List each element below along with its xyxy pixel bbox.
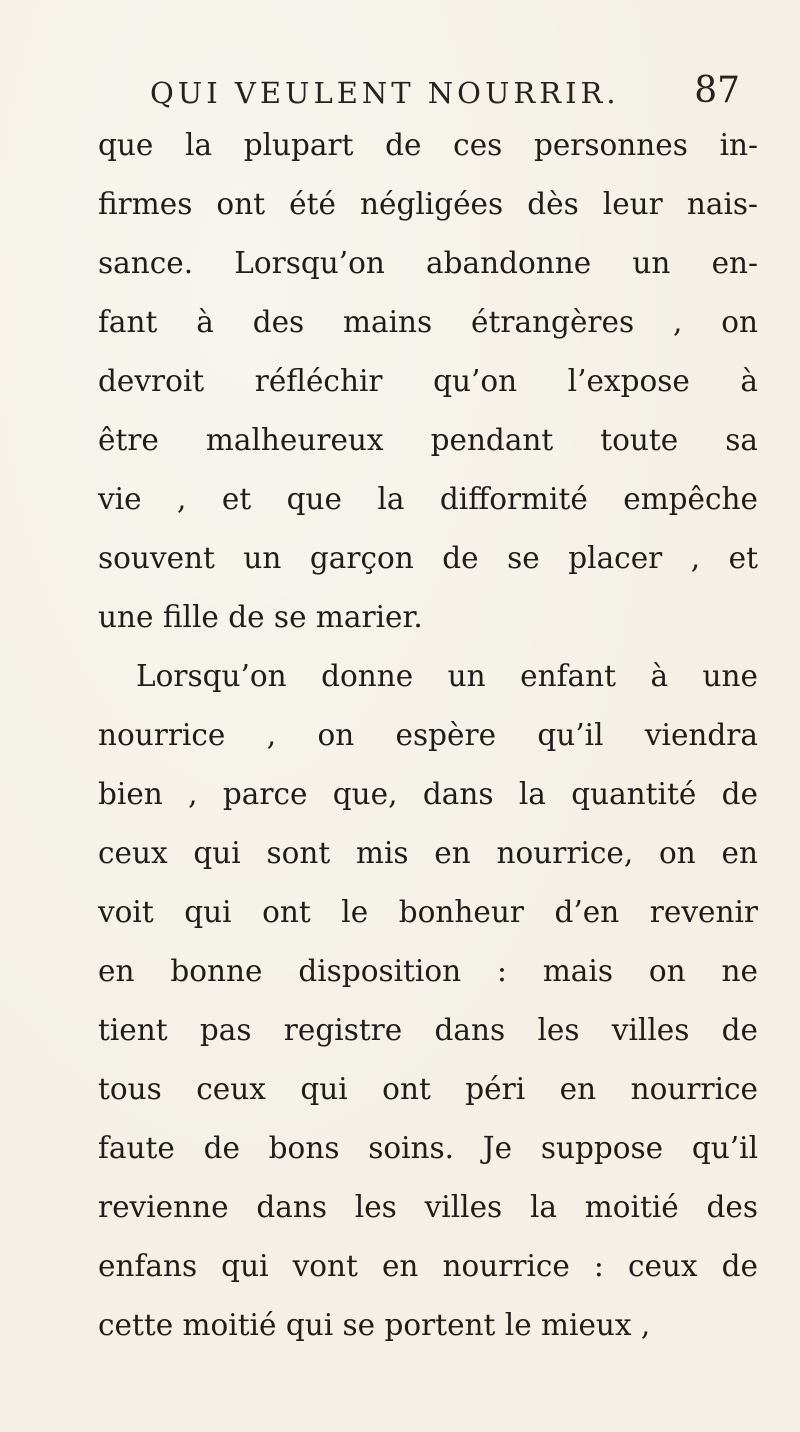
text-line: cette moitié qui se portent le mieux , — [98, 1308, 651, 1342]
text-line: bien , parce que, dans la quantité de — [98, 777, 758, 811]
text-line: vie , et que la difformité empêche — [98, 482, 758, 516]
text-line: faute de bons soins. Je suppose qu’il — [98, 1131, 758, 1165]
text-line: fant à des mains étrangères , on — [98, 305, 758, 339]
text-line: enfans qui vont en nourrice : ceux de — [98, 1249, 758, 1283]
text-line: tient pas registre dans les villes de — [98, 1013, 758, 1047]
text-line: être malheureux pendant toute sa — [98, 423, 758, 457]
page-number: 87 — [694, 70, 740, 111]
text-line: une fille de se marier. — [98, 600, 423, 634]
running-title: QUI VEULENT NOURRIR. — [150, 76, 620, 110]
page-header — [150, 70, 740, 120]
text-line: souvent un garçon de se placer , et — [98, 541, 758, 575]
text-line: devroit réfléchir qu’on l’expose à — [98, 364, 758, 398]
text-line: Lorsqu’on donne un enfant à une — [136, 659, 758, 693]
text-line: nourrice , on espère qu’il viendra — [98, 718, 758, 752]
text-line: ceux qui sont mis en nourrice, on en — [98, 836, 758, 870]
text-line: tous ceux qui ont péri en nourrice — [98, 1072, 758, 1106]
body-text — [98, 116, 758, 1355]
text-line: sance. Lorsqu’on abandonne un en- — [98, 246, 758, 280]
text-line: en bonne disposition : mais on ne — [98, 954, 758, 988]
text-line: voit qui ont le bonheur d’en revenir — [98, 895, 758, 929]
text-line: que la plupart de ces personnes in- — [98, 128, 758, 162]
text-line: firmes ont été négligées dès leur nais- — [98, 187, 758, 221]
text-line: revienne dans les villes la moitié des — [98, 1190, 758, 1224]
